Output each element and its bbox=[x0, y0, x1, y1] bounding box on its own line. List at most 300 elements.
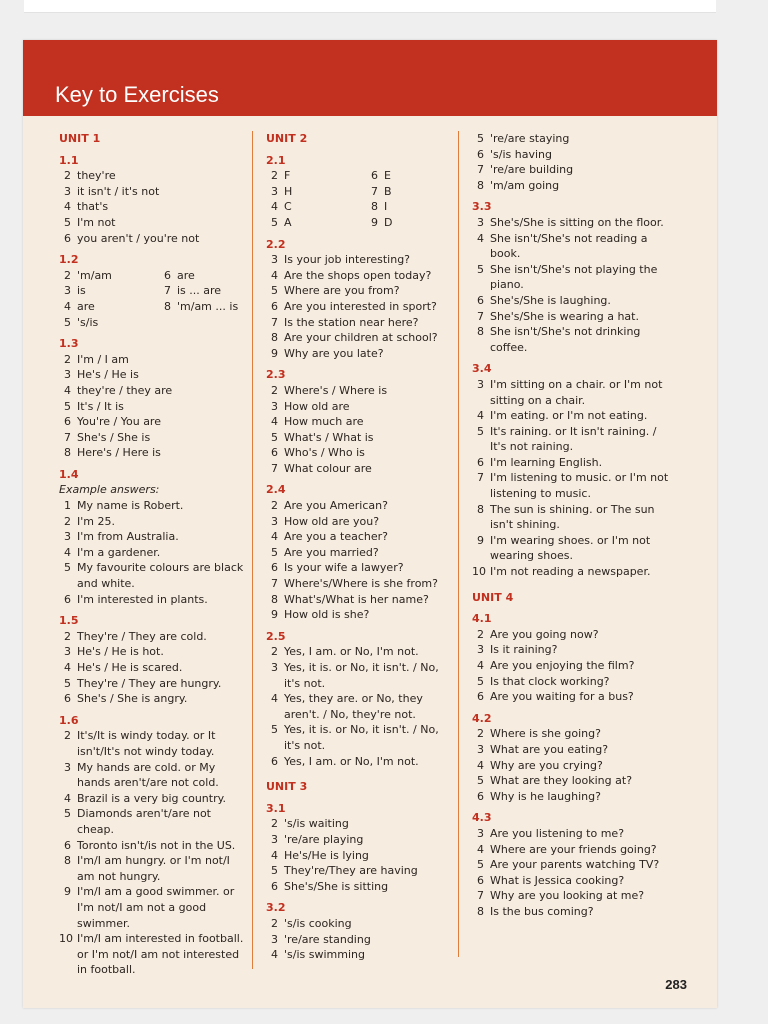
answer-text: Toronto isn't/is not in the US. bbox=[77, 838, 236, 852]
item-number: 6 bbox=[271, 754, 278, 768]
answer-item bbox=[266, 430, 451, 446]
item-number: 2 bbox=[477, 727, 484, 741]
answer-item bbox=[59, 399, 244, 415]
item-number: 5 bbox=[64, 215, 71, 229]
answer-item bbox=[266, 299, 451, 315]
answer-text: She's/She is sitting bbox=[284, 879, 389, 893]
item-number: 4 bbox=[477, 409, 484, 423]
item-number: 3 bbox=[64, 284, 71, 298]
answer-text: She isn't/She's not drinking coffee. bbox=[490, 325, 641, 354]
item-number: 8 bbox=[64, 446, 71, 460]
answer-row-pair bbox=[59, 268, 244, 284]
answer-text: 're/are standing bbox=[284, 932, 371, 946]
answer-item bbox=[472, 178, 672, 194]
answer-text: It's/It is windy today. or It isn't/It's not windy today. bbox=[77, 729, 216, 758]
item-number: 5 bbox=[477, 674, 484, 688]
answer-item bbox=[472, 857, 672, 873]
answer-text: Are you a teacher? bbox=[284, 530, 388, 544]
answer-row-pair bbox=[59, 283, 244, 299]
answer-item bbox=[472, 309, 672, 325]
answer-item bbox=[266, 514, 451, 530]
answer-text: H bbox=[284, 184, 293, 198]
item-number: 4 bbox=[64, 545, 71, 559]
answer-text: you aren't / you're not bbox=[77, 231, 200, 245]
item-number: 3 bbox=[271, 932, 278, 946]
answer-text: My hands are cold. or My hands aren't/are not cold. bbox=[77, 760, 219, 790]
answer-item bbox=[59, 514, 244, 530]
answer-text: Are you interested in sport? bbox=[284, 299, 437, 313]
answer-item bbox=[266, 199, 366, 215]
item-number: 3 bbox=[64, 760, 71, 774]
answer-text: Are your parents watching TV? bbox=[490, 858, 660, 872]
item-number: 5 bbox=[271, 864, 278, 878]
item-number: 2 bbox=[64, 169, 71, 183]
item-number: 4 bbox=[271, 200, 278, 214]
answer-text: Is the station near here? bbox=[284, 315, 419, 329]
answer-row-pair bbox=[266, 168, 451, 184]
answer-text: He's / He is bbox=[77, 368, 139, 382]
answer-item bbox=[266, 346, 451, 362]
item-number: 6 bbox=[271, 561, 278, 575]
answer-text: It's raining. or It isn't raining. / It's not raining. bbox=[490, 424, 657, 454]
item-number: 3 bbox=[64, 530, 71, 544]
answer-text: What is Jessica cooking? bbox=[490, 873, 625, 887]
exercise-number: 3.3 bbox=[472, 200, 492, 214]
item-number: 9 bbox=[271, 346, 278, 360]
item-number: 5 bbox=[64, 561, 71, 575]
answer-item bbox=[266, 691, 451, 722]
answer-item bbox=[472, 826, 672, 842]
item-number: 5 bbox=[271, 430, 278, 444]
answer-item bbox=[266, 545, 451, 561]
exercise-number: 2.4 bbox=[266, 483, 286, 497]
answer-text: Where's / Where is bbox=[284, 383, 388, 397]
item-number: 6 bbox=[64, 231, 71, 245]
exercise-number: 3.2 bbox=[266, 901, 286, 915]
answer-item bbox=[59, 199, 244, 215]
answer-item bbox=[366, 168, 466, 184]
item-number: 2 bbox=[271, 169, 278, 183]
answer-item bbox=[472, 455, 672, 471]
exercise-number: 1.5 bbox=[59, 614, 79, 628]
answer-item bbox=[266, 947, 451, 963]
answer-text: I'm/I am hungry. or I'm not/I am not hungry. bbox=[77, 854, 230, 883]
answer-text: She's/She is wearing a hat. bbox=[490, 309, 639, 323]
answer-text: The sun is shining. or The sun isn't shining. bbox=[490, 502, 655, 532]
answer-item bbox=[59, 184, 244, 200]
answer-row-pair bbox=[266, 215, 451, 231]
item-number: 2 bbox=[271, 817, 278, 831]
item-number: 4 bbox=[271, 692, 278, 706]
answer-item bbox=[266, 832, 451, 848]
answer-text: Where are your friends going? bbox=[490, 842, 657, 856]
item-number: 4 bbox=[477, 659, 484, 672]
column-divider bbox=[252, 131, 253, 969]
answer-item bbox=[472, 324, 672, 355]
item-number: 8 bbox=[477, 325, 484, 339]
answer-item bbox=[266, 592, 451, 608]
answer-text: Is the bus coming? bbox=[490, 904, 594, 918]
answer-item bbox=[266, 184, 366, 200]
answer-text: are bbox=[77, 299, 95, 313]
item-number: 4 bbox=[271, 530, 278, 544]
item-number: 3 bbox=[64, 645, 71, 659]
answer-text: 'm/am going bbox=[490, 178, 560, 192]
answer-text: He's / He is hot. bbox=[77, 645, 164, 659]
answer-item bbox=[59, 629, 244, 645]
item-number: 7 bbox=[271, 461, 278, 475]
answer-text: I'm / I am bbox=[77, 352, 129, 366]
item-number: 6 bbox=[477, 293, 484, 307]
answer-item bbox=[366, 199, 466, 215]
answer-text: 's/is cooking bbox=[284, 916, 352, 930]
item-number: 6 bbox=[371, 169, 378, 183]
answer-text: What are you eating? bbox=[490, 742, 609, 756]
item-number: 8 bbox=[64, 854, 71, 868]
answer-item bbox=[59, 853, 244, 884]
answer-text: Are the shops open today? bbox=[284, 268, 432, 282]
answer-text: I'm eating. or I'm not eating. bbox=[490, 409, 648, 423]
page-number: 283 bbox=[665, 977, 687, 992]
item-number: 4 bbox=[477, 758, 484, 772]
answer-text: You're / You are bbox=[77, 415, 161, 429]
answer-item bbox=[472, 674, 672, 690]
answer-item bbox=[266, 168, 366, 184]
answer-text: 're/are staying bbox=[490, 132, 570, 145]
answer-text: B bbox=[384, 184, 392, 198]
answer-text: Yes, it is. or No, it isn't. / No, it's not. bbox=[284, 723, 439, 752]
answer-item bbox=[472, 758, 672, 774]
answer-item bbox=[472, 470, 672, 501]
answer-item bbox=[59, 529, 244, 545]
answer-text: Brazil is a very big country. bbox=[77, 791, 227, 805]
item-number: 7 bbox=[477, 309, 484, 323]
answer-text: How old are you? bbox=[284, 514, 380, 528]
item-number: 3 bbox=[271, 832, 278, 846]
item-number: 5 bbox=[271, 545, 278, 559]
exercise-number: 1.6 bbox=[59, 713, 79, 727]
item-number: 4 bbox=[477, 842, 484, 856]
answer-item bbox=[159, 283, 259, 299]
title-banner bbox=[23, 40, 717, 116]
item-number: 5 bbox=[64, 676, 71, 690]
answer-text: Why are you late? bbox=[284, 346, 384, 360]
answer-item bbox=[472, 726, 672, 742]
answer-item bbox=[472, 424, 672, 455]
answer-text: My name is Robert. bbox=[77, 499, 184, 513]
answer-text: My favourite colours are black and white. bbox=[77, 561, 244, 591]
answer-text: 's/is waiting bbox=[284, 817, 349, 831]
answer-text: I'm a gardener. bbox=[77, 545, 161, 559]
answer-item bbox=[59, 352, 244, 368]
answer-text: 're/are building bbox=[490, 163, 574, 177]
answer-text: She's/She is laughing. bbox=[490, 293, 611, 307]
page-title: Key to Exercises bbox=[55, 82, 219, 107]
answer-item bbox=[472, 789, 672, 805]
answer-item bbox=[59, 791, 244, 807]
answer-text: I'm/I am interested in football. or I'm not/I am not interested in football. bbox=[77, 932, 244, 977]
answer-item bbox=[472, 377, 672, 408]
answer-text: They're / They are cold. bbox=[77, 629, 207, 643]
answer-item bbox=[266, 607, 451, 623]
column-divider bbox=[458, 131, 459, 957]
answer-text: D bbox=[384, 215, 393, 229]
answer-text: is ... are bbox=[177, 284, 222, 298]
item-number: 5 bbox=[477, 774, 484, 788]
item-number: 3 bbox=[64, 368, 71, 382]
item-number: 2 bbox=[64, 352, 71, 366]
item-number: 5 bbox=[271, 215, 278, 229]
answer-item bbox=[266, 576, 451, 592]
item-number: 4 bbox=[64, 791, 71, 805]
answer-text: How old is she? bbox=[284, 608, 370, 622]
answer-text: they're bbox=[77, 169, 116, 183]
item-number: 7 bbox=[477, 471, 484, 485]
item-number: 2 bbox=[64, 629, 71, 643]
answer-text: I'm listening to music. or I'm not listening to music. bbox=[490, 471, 669, 501]
item-number: 6 bbox=[271, 299, 278, 313]
answer-text: I'm from Australia. bbox=[77, 530, 179, 544]
item-number: 10 bbox=[59, 932, 73, 946]
answer-text: How old are bbox=[284, 399, 350, 413]
answer-text: Are you waiting for a bus? bbox=[490, 690, 634, 704]
answer-text: She's / She is angry. bbox=[77, 692, 188, 706]
item-number: 1 bbox=[64, 499, 71, 513]
previous-page-edge bbox=[24, 0, 716, 13]
item-number: 2 bbox=[271, 916, 278, 930]
answer-text: 'm/am ... is bbox=[177, 299, 239, 313]
exercise-number: 2.5 bbox=[266, 629, 286, 643]
answer-item bbox=[59, 728, 244, 759]
answer-text: they're / they are bbox=[77, 383, 173, 397]
answer-item bbox=[266, 932, 451, 948]
unit-heading: UNIT 1 bbox=[59, 132, 101, 145]
answer-item bbox=[266, 330, 451, 346]
answer-item bbox=[472, 293, 672, 309]
answer-text: Is your job interesting? bbox=[284, 253, 411, 267]
exercise-number: 1.3 bbox=[59, 337, 79, 351]
item-number: 6 bbox=[164, 268, 171, 282]
answer-item bbox=[266, 848, 451, 864]
answer-item bbox=[472, 147, 672, 163]
answer-item bbox=[59, 168, 244, 184]
answer-column-2 bbox=[266, 131, 451, 963]
item-number: 4 bbox=[64, 383, 71, 397]
item-number: 6 bbox=[271, 446, 278, 460]
item-number: 6 bbox=[64, 692, 71, 706]
answer-item bbox=[266, 414, 451, 430]
answer-item bbox=[59, 884, 244, 931]
exercise-number: 1.4 bbox=[59, 467, 79, 481]
answer-text: I'm sitting on a chair. or I'm not sitting on a chair. bbox=[490, 377, 663, 407]
answer-text: Is that clock working? bbox=[490, 674, 610, 688]
item-number: 4 bbox=[64, 299, 71, 313]
answer-item bbox=[59, 691, 244, 707]
answer-item bbox=[472, 904, 672, 920]
exercise-number: 3.4 bbox=[472, 362, 492, 376]
item-number: 7 bbox=[271, 577, 278, 591]
answer-text: It's / It is bbox=[77, 399, 124, 413]
answer-item bbox=[266, 399, 451, 415]
item-number: 4 bbox=[271, 848, 278, 862]
answer-text: Is it raining? bbox=[490, 643, 558, 657]
answer-text: She isn't/She's not reading a book. bbox=[490, 231, 648, 261]
item-number: 5 bbox=[477, 262, 484, 276]
answer-item bbox=[266, 383, 451, 399]
exercise-number: 4.2 bbox=[472, 711, 492, 725]
answer-text: Where is she going? bbox=[490, 727, 601, 741]
item-number: 8 bbox=[477, 904, 484, 918]
item-number: 8 bbox=[271, 331, 278, 345]
answer-column-1 bbox=[59, 131, 244, 978]
item-number: 8 bbox=[477, 502, 484, 516]
answer-text: I bbox=[384, 200, 388, 214]
answer-text: are bbox=[177, 268, 195, 282]
item-number: 10 bbox=[472, 565, 486, 579]
answer-item bbox=[59, 283, 159, 299]
answer-item bbox=[266, 644, 451, 660]
answer-item bbox=[266, 252, 451, 268]
item-number: 5 bbox=[477, 424, 484, 438]
item-number: 5 bbox=[64, 807, 71, 821]
answer-text: Yes, I am. or No, I'm not. bbox=[284, 645, 419, 659]
answer-item bbox=[59, 838, 244, 854]
answer-item bbox=[266, 879, 451, 895]
answer-item bbox=[472, 689, 672, 705]
answer-text: Are you American? bbox=[284, 499, 388, 513]
item-number: 8 bbox=[371, 200, 378, 214]
item-number: 2 bbox=[271, 383, 278, 397]
item-number: 3 bbox=[64, 184, 71, 198]
answer-item bbox=[59, 383, 244, 399]
answer-text: I'm interested in plants. bbox=[77, 592, 208, 606]
answer-item bbox=[59, 498, 244, 514]
item-number: 4 bbox=[64, 200, 71, 214]
answer-item bbox=[472, 773, 672, 789]
answer-text: is bbox=[77, 284, 86, 298]
item-number: 5 bbox=[477, 132, 484, 145]
answer-item bbox=[266, 215, 366, 231]
item-number: 8 bbox=[164, 299, 171, 313]
answer-text: What's / What is bbox=[284, 430, 374, 444]
item-number: 6 bbox=[477, 690, 484, 704]
item-number: 5 bbox=[271, 284, 278, 298]
answer-row-pair bbox=[266, 199, 451, 215]
item-number: 2 bbox=[64, 268, 71, 282]
answer-item bbox=[266, 461, 451, 477]
item-number: 6 bbox=[64, 838, 71, 852]
answer-item bbox=[59, 299, 159, 315]
exercise-number: 4.1 bbox=[472, 612, 492, 626]
answer-item bbox=[266, 863, 451, 879]
answer-item bbox=[59, 268, 159, 284]
answer-item bbox=[266, 722, 451, 753]
answer-item bbox=[266, 916, 451, 932]
answer-text: Are you going now? bbox=[490, 627, 599, 641]
answer-item bbox=[59, 644, 244, 660]
item-number: 4 bbox=[271, 268, 278, 282]
answer-text: He's/He is lying bbox=[284, 848, 369, 862]
item-number: 3 bbox=[477, 742, 484, 756]
answer-text: 's/is having bbox=[490, 147, 552, 161]
answer-item bbox=[59, 445, 244, 461]
answer-item bbox=[472, 888, 672, 904]
answer-item bbox=[366, 184, 466, 200]
answer-item bbox=[472, 873, 672, 889]
answer-text: Yes, they are. or No, they aren't. / No, they're not. bbox=[284, 692, 423, 721]
answer-text: E bbox=[384, 169, 391, 183]
item-number: 4 bbox=[271, 948, 278, 962]
answer-text: 're/are playing bbox=[284, 832, 364, 846]
answer-item bbox=[366, 215, 466, 231]
answer-text: Diamonds aren't/are not cheap. bbox=[77, 807, 211, 836]
item-number: 7 bbox=[477, 889, 484, 903]
answer-text: A bbox=[284, 215, 292, 229]
item-number: 2 bbox=[271, 499, 278, 513]
answer-item bbox=[59, 931, 244, 978]
answer-item bbox=[472, 642, 672, 658]
answer-item bbox=[59, 760, 244, 791]
answer-text: He's / He is scared. bbox=[77, 661, 183, 674]
item-number: 3 bbox=[271, 253, 278, 267]
item-number: 2 bbox=[64, 514, 71, 528]
answer-item bbox=[159, 268, 259, 284]
answer-text: Why is he laughing? bbox=[490, 789, 601, 803]
answer-item bbox=[59, 560, 244, 591]
answer-item bbox=[472, 842, 672, 858]
item-number: 3 bbox=[477, 377, 484, 391]
answer-item bbox=[59, 231, 244, 247]
unit-heading: UNIT 2 bbox=[266, 132, 308, 145]
answer-item bbox=[472, 231, 672, 262]
item-number: 2 bbox=[477, 627, 484, 641]
answer-text: Where's/Where is she from? bbox=[284, 577, 438, 591]
item-number: 7 bbox=[271, 315, 278, 329]
item-number: 6 bbox=[64, 415, 71, 429]
exercise-number: 3.1 bbox=[266, 801, 286, 815]
answer-item bbox=[266, 660, 451, 691]
answer-row-pair bbox=[59, 299, 244, 315]
answer-text: They're / They are hungry. bbox=[77, 676, 222, 690]
answer-item bbox=[59, 430, 244, 446]
item-number: 5 bbox=[64, 315, 71, 329]
exercise-number: 1.2 bbox=[59, 253, 79, 267]
answer-text: I'm not bbox=[77, 215, 116, 229]
item-number: 7 bbox=[371, 184, 378, 198]
answer-text: What are they looking at? bbox=[490, 774, 633, 788]
answer-text: C bbox=[284, 200, 292, 214]
book-page bbox=[23, 40, 717, 1008]
item-number: 6 bbox=[477, 455, 484, 469]
answer-item bbox=[266, 560, 451, 576]
item-number: 2 bbox=[64, 729, 71, 743]
answer-item bbox=[59, 676, 244, 692]
item-number: 3 bbox=[271, 184, 278, 198]
answer-item bbox=[472, 533, 672, 564]
answer-text: Are you listening to me? bbox=[490, 826, 625, 840]
answer-text: Yes, I am. or No, I'm not. bbox=[284, 754, 419, 768]
answer-text: I'm not reading a newspaper. bbox=[490, 565, 651, 579]
answer-text: 'm/am bbox=[77, 268, 112, 282]
item-number: 9 bbox=[477, 533, 484, 547]
answer-item bbox=[472, 215, 672, 231]
answer-item bbox=[266, 529, 451, 545]
answer-text: F bbox=[284, 169, 291, 183]
answer-text: that's bbox=[77, 200, 109, 214]
exercise-number: 2.2 bbox=[266, 237, 286, 251]
answer-item bbox=[266, 498, 451, 514]
answer-item bbox=[59, 545, 244, 561]
